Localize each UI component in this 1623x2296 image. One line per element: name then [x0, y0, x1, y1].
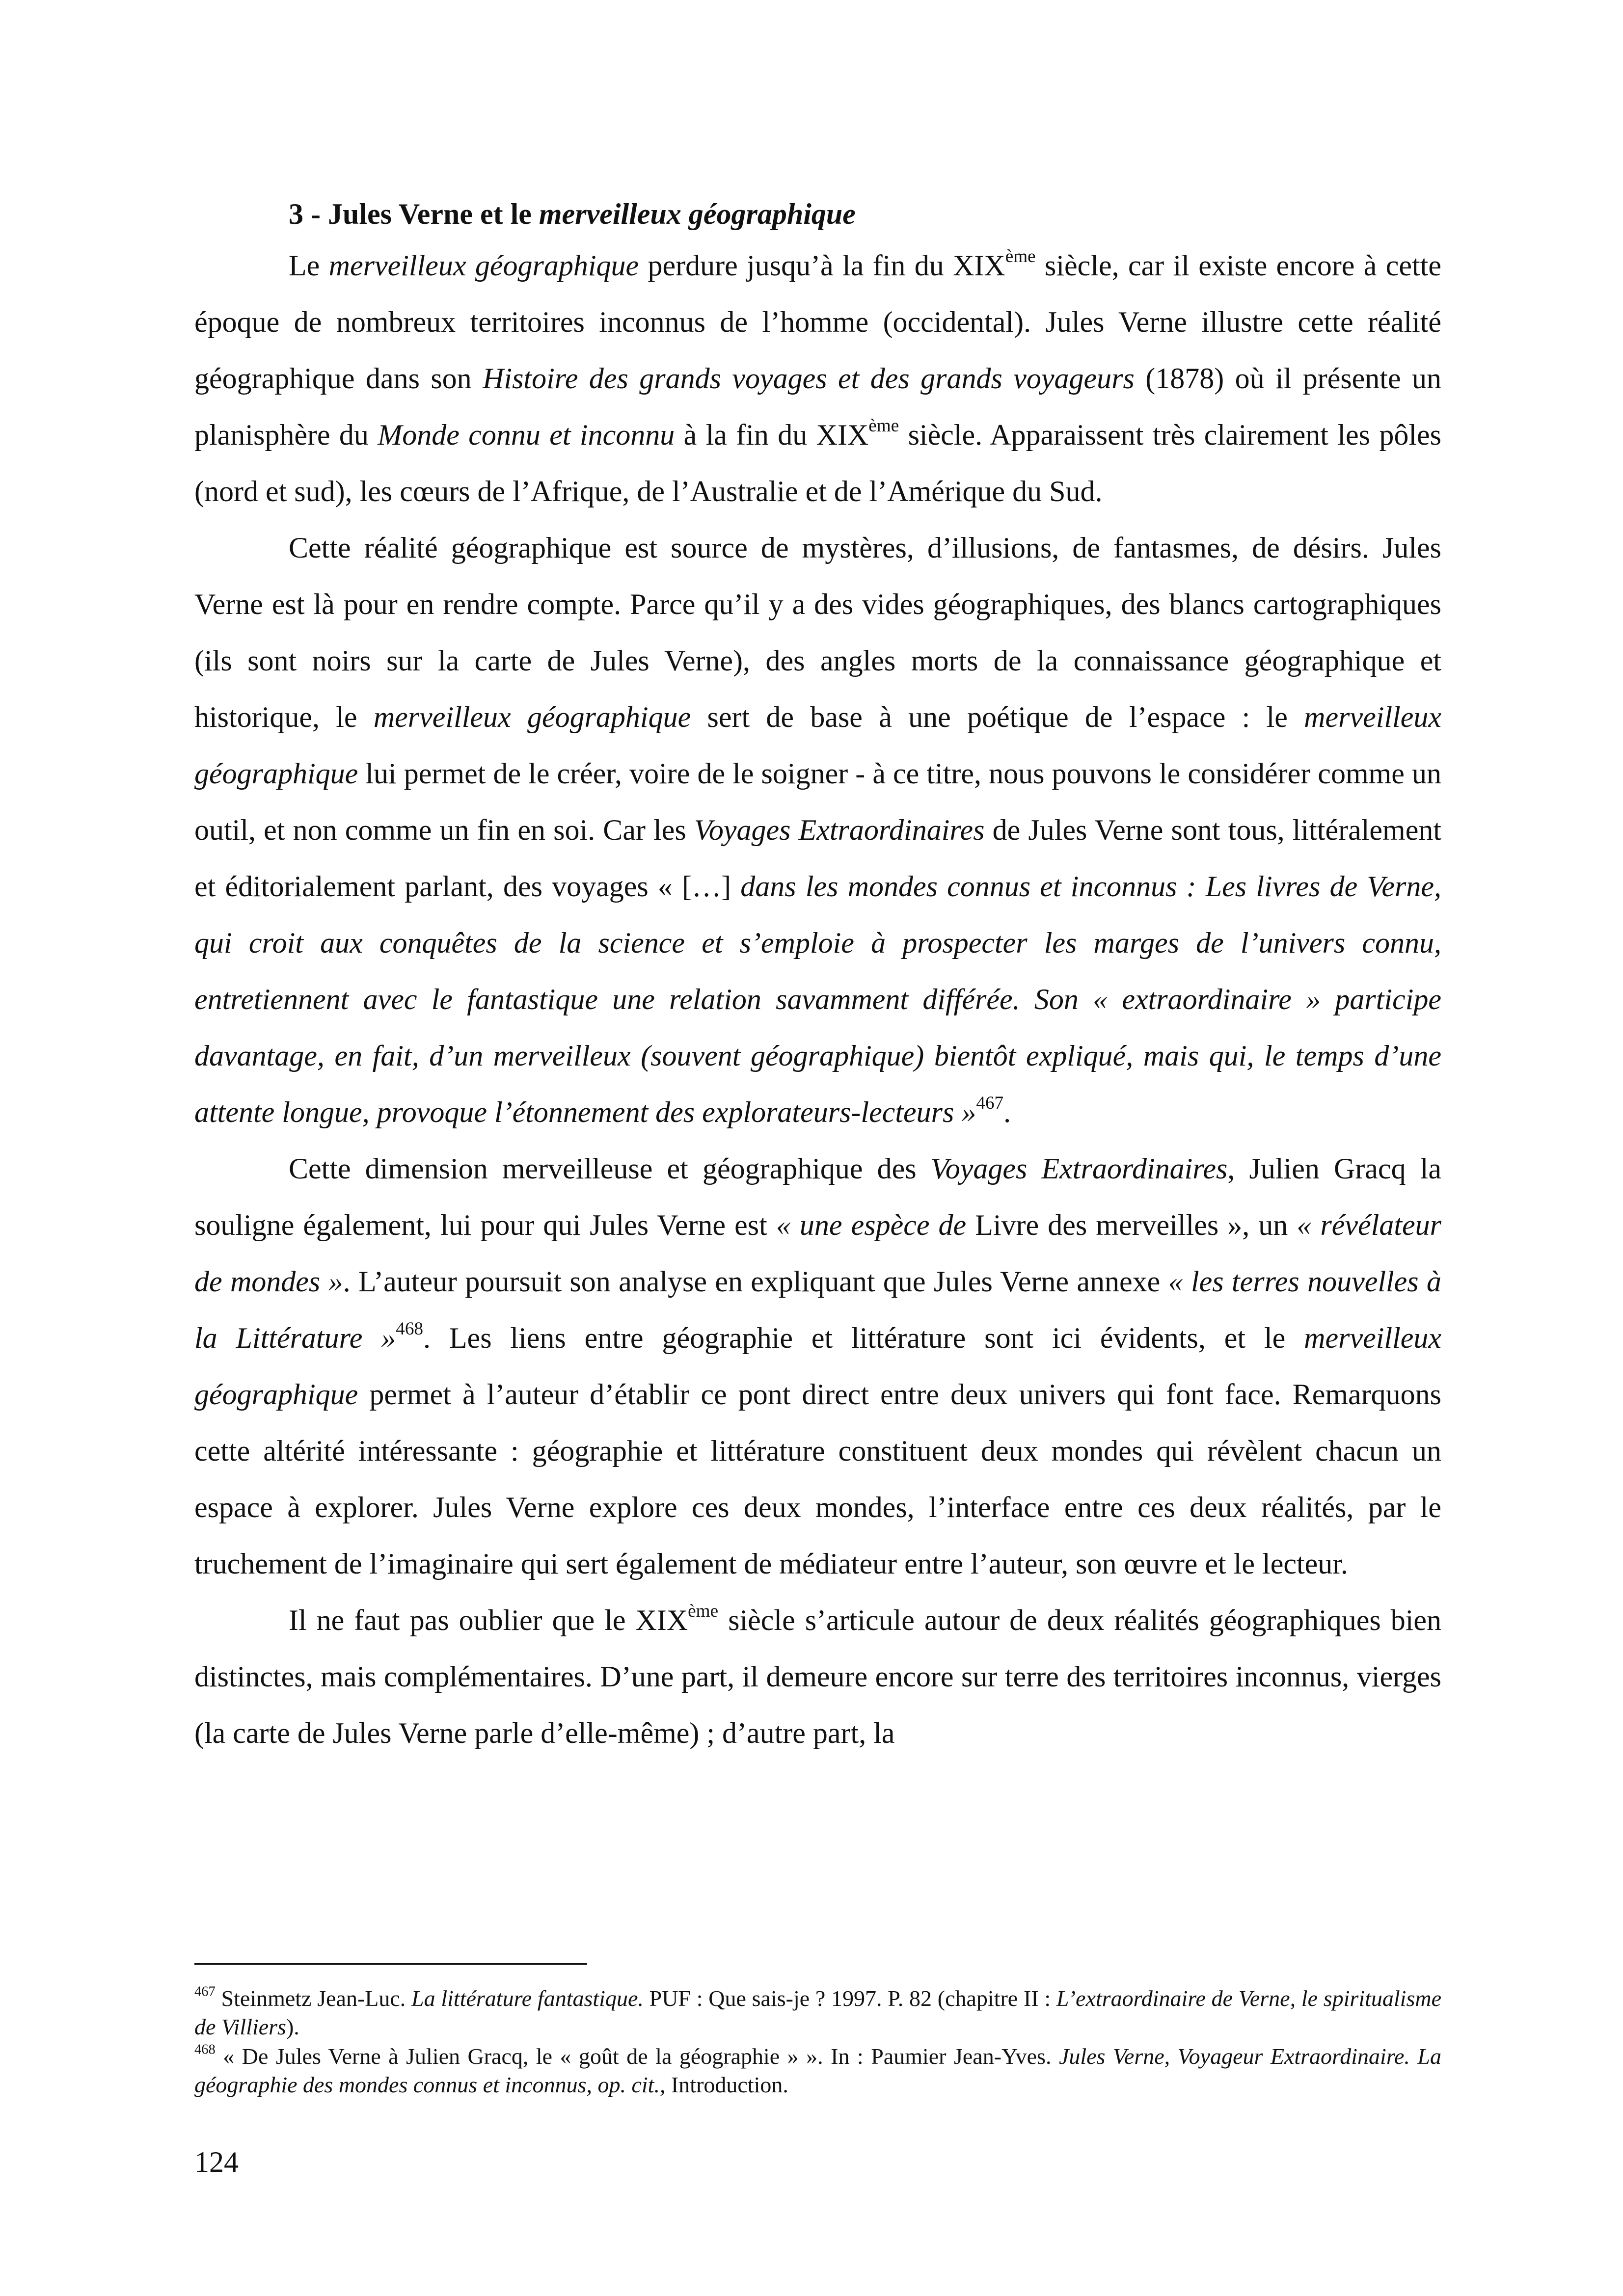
text-run: Il ne faut pas oublier que le XIX	[289, 1604, 688, 1636]
text-run: sert de base à une poétique de l’espace : le	[691, 701, 1304, 733]
paragraph-4	[194, 1592, 1441, 1762]
text-run: siècle s’articule autour de deux réalités géographiques bien distinctes, mais complémentaires. D’une part, il demeure encore sur terre des territoires inconnus, vierges (la carte de Jules Verne parle d’elle-même) ; d’autre part, la	[194, 1604, 1441, 1749]
text-run: à la fin du XIX	[675, 419, 869, 451]
italic-run: merveilleux géographique	[328, 249, 639, 282]
text-run: ).	[286, 2014, 299, 2039]
superscript: ème	[1005, 246, 1036, 267]
text-run: Introduction.	[665, 2072, 788, 2097]
italic-run: « révélateur de mondes »	[194, 1209, 1441, 1298]
footnote-number: 467	[194, 1984, 216, 2000]
text-run: lui permet de le créer, voire de le soigner - à ce titre, nous pouvons le considérer comme un outil, et non comme un fin en soi. Car les	[194, 757, 1441, 846]
italic-quote: dans les mondes connus et inconnus : Les livres de Verne, qui croit aux conquêtes de la science et s’emploie à prospecter les marges de l’univers connu, entretiennent avec le fantastique une relation savamment différée. Son « extraordinaire » participe davantage, en fait, d’un merveilleux (souvent géographique) bientôt expliqué, mais qui, le temps d’une attente longue, provoque l’étonnement des explorateurs-lecteurs »	[194, 870, 1442, 1128]
footnotes	[194, 1963, 1441, 2100]
italic-run: « une espèce de	[776, 1209, 975, 1241]
superscript: ème	[868, 416, 899, 436]
footnote-number: 468	[194, 2042, 216, 2057]
text-run: Livre des merveilles », un	[975, 1209, 1297, 1241]
text-run: siècle. Apparaissent très clairement les pôles (nord et sud), les cœurs de l’Afrique, de l’Australie et de l’Amérique du Sud.	[194, 419, 1441, 507]
superscript: ème	[688, 1601, 719, 1622]
footnote-468	[194, 2042, 1441, 2099]
footnote-467	[194, 1984, 1441, 2041]
text-run: Cette dimension merveilleuse et géographique des	[289, 1152, 931, 1185]
footnote-ref-468[interactable]: 468	[396, 1319, 424, 1339]
heading-italic: merveilleux géographique	[539, 198, 856, 230]
italic-run: La littérature fantastique.	[411, 1986, 644, 2011]
section-heading	[194, 190, 1441, 238]
italic-run: Voyages Extraordinaires	[694, 814, 985, 846]
text-run: de Jules Verne sont tous, littéralement et éditorialement parlant, des voyages « […]	[194, 814, 1442, 903]
italic-run: « les terres nouvelles à la Littérature »	[194, 1265, 1441, 1354]
text-run: Steinmetz Jean-Luc.	[215, 1986, 412, 2011]
italic-run: Voyages Extraordinaires	[930, 1152, 1228, 1185]
text-run: . Les liens entre géographie et littérature sont ici évidents, et le	[423, 1322, 1304, 1354]
heading-number: 3 - Jules Verne et le	[289, 198, 539, 230]
italic-run: L’extraordinaire de Verne, le spiritualisme de Villiers	[194, 1986, 1441, 2039]
page-number: 124	[194, 2146, 239, 2178]
italic-run: Jules Verne, Voyageur Extraordinaire. La géographie des mondes connus et inconnus, op. cit.,	[194, 2044, 1441, 2097]
text-run: (1878) où il présente un planisphère du	[194, 362, 1442, 451]
text-run: « De Jules Verne à Julien Gracq, le « goût de la géographie » ». In : Paumier Jean-Yves.	[215, 2044, 1059, 2069]
italic-run: Monde connu et inconnu	[378, 419, 675, 451]
text-run: Le	[289, 249, 329, 282]
text-run: .	[1003, 1096, 1011, 1128]
italic-run: Histoire des grands voyages et des grands voyageurs	[483, 362, 1135, 395]
paragraph-1	[194, 238, 1441, 520]
text-run: , Julien Gracq la souligne également, lui pour qui Jules Verne est	[194, 1152, 1442, 1241]
text-run: . L’auteur poursuit son analyse en expliquant que Jules Verne annexe	[343, 1265, 1168, 1298]
paragraph-2	[194, 520, 1441, 1141]
text-run: PUF : Que sais-je ? 1997. P. 82 (chapitre II :	[643, 1986, 1056, 2011]
page-body	[194, 190, 1441, 1762]
footnote-separator	[194, 1963, 587, 1965]
text-run: permet à l’auteur d’établir ce pont direct entre deux univers qui font face. Remarquons cette altérité intéressante : géographie et littérature constituent deux mondes qui révèlent chacun un espace à explorer. Jules Verne explore ces deux mondes, l’interface entre ces deux réalités, par le truchement de l’imaginaire qui sert également de médiateur entre l’auteur, son œuvre et le lecteur.	[194, 1378, 1441, 1580]
text-run: perdure jusqu’à la fin du XIX	[639, 249, 1005, 282]
footnote-ref-467[interactable]: 467	[976, 1093, 1004, 1114]
italic-run: merveilleux géographique	[373, 701, 691, 733]
paragraph-3	[194, 1141, 1441, 1592]
italic-run: merveilleux géographique	[194, 701, 1441, 790]
italic-run: merveilleux géographique	[194, 1322, 1441, 1411]
text-run: siècle, car il existe encore à cette époque de nombreux territoires inconnus de l’homme (occidental). Jules Verne illustre cette réalité géographique dans son	[194, 249, 1442, 395]
text-run: Cette réalité géographique est source de mystères, d’illusions, de fantasmes, de désirs. Jules Verne est là pour en rendre compte. Parce qu’il y a des vides géographiques, des blancs cartographiques (ils sont noirs sur la carte de Jules Verne), des angles morts de la connaissance géographique et historique, le	[194, 532, 1441, 733]
